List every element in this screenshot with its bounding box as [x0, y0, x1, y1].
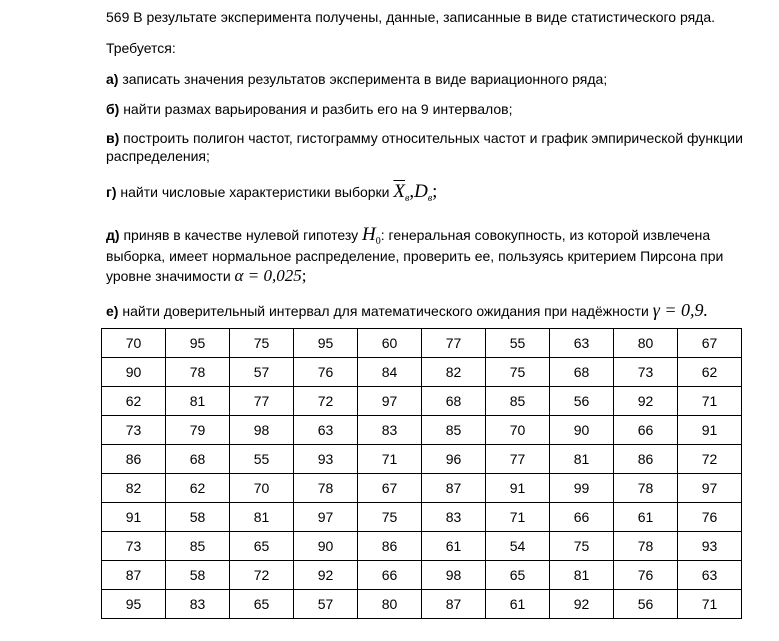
table-cell: 97 — [678, 474, 742, 503]
task-a-text: записать значения результатов эксперимента в виде вариационного ряда; — [122, 71, 608, 87]
table-cell: 76 — [678, 503, 742, 532]
table-cell: 76 — [614, 561, 678, 590]
table-cell: 70 — [486, 416, 550, 445]
table-cell: 87 — [102, 561, 166, 590]
table-row — [102, 387, 742, 416]
task-g-text: найти числовые характеристики выборки — [120, 184, 390, 200]
alpha-semicolon: ; — [301, 266, 307, 285]
table-cell: 72 — [294, 387, 358, 416]
table-cell: 75 — [358, 503, 422, 532]
variance-subscript: в — [427, 193, 433, 204]
task-d-text-3: выборка, имеет нормальное распределение, проверить ее, пользуясь критерием Пирсона при — [106, 248, 724, 264]
table-cell: 75 — [486, 358, 550, 387]
table-cell: 63 — [678, 561, 742, 590]
table-cell: 68 — [550, 358, 614, 387]
table-cell: 55 — [230, 445, 294, 474]
table-cell: 66 — [358, 561, 422, 590]
required-heading: Требуется: — [106, 40, 176, 56]
table-cell: 92 — [294, 561, 358, 590]
table-row — [102, 358, 742, 387]
gamma-formula: γ = 0,9. — [652, 300, 708, 320]
table-cell: 65 — [230, 532, 294, 561]
table-cell: 83 — [166, 590, 230, 619]
table-cell: 78 — [614, 474, 678, 503]
table-cell: 93 — [294, 445, 358, 474]
table-cell: 96 — [422, 445, 486, 474]
task-d-text-1: приняв в качестве нулевой гипотезу — [123, 227, 359, 243]
table-cell: 56 — [614, 590, 678, 619]
table-cell: 95 — [294, 329, 358, 358]
table-cell: 70 — [102, 329, 166, 358]
table-cell: 92 — [614, 387, 678, 416]
table-cell: 63 — [550, 329, 614, 358]
formula-semicolon: ; — [432, 181, 438, 202]
task-d-label: д) — [106, 227, 120, 243]
variance-symbol: D — [414, 181, 428, 202]
table-cell: 58 — [166, 503, 230, 532]
table-cell: 70 — [230, 474, 294, 503]
table-cell: 67 — [678, 329, 742, 358]
table-cell: 75 — [230, 329, 294, 358]
table-cell: 83 — [422, 503, 486, 532]
table-cell: 77 — [486, 445, 550, 474]
table-cell: 85 — [422, 416, 486, 445]
table-cell: 72 — [678, 445, 742, 474]
table-cell: 98 — [230, 416, 294, 445]
mean-symbol: $\overline{X}$ — [393, 181, 405, 202]
task-d-text-4: уровне значимости — [106, 268, 231, 284]
table-cell: 97 — [358, 387, 422, 416]
table-cell: 78 — [614, 532, 678, 561]
table-cell: 99 — [550, 474, 614, 503]
table-row — [102, 590, 742, 619]
table-cell: 85 — [486, 387, 550, 416]
table-cell: 93 — [678, 532, 742, 561]
table-row — [102, 416, 742, 445]
table-cell: 90 — [294, 532, 358, 561]
formula-comma: , — [409, 181, 415, 202]
table-cell: 73 — [102, 532, 166, 561]
table-row — [102, 561, 742, 590]
table-cell: 55 — [486, 329, 550, 358]
task-a-label: а) — [106, 71, 119, 87]
table-cell: 56 — [550, 387, 614, 416]
table-cell: 78 — [166, 358, 230, 387]
task-v-label: в) — [106, 130, 120, 146]
table-cell: 86 — [614, 445, 678, 474]
table-cell: 83 — [358, 416, 422, 445]
table-cell: 73 — [614, 358, 678, 387]
task-e-text: найти доверительный интервал для математического ожидания при надёжности — [122, 303, 649, 319]
task-b — [106, 101, 512, 118]
task-e-label: е) — [106, 303, 119, 319]
table-cell: 57 — [294, 590, 358, 619]
data-table-body — [102, 329, 742, 619]
table-row — [102, 445, 742, 474]
table-cell: 71 — [678, 387, 742, 416]
task-b-label: б) — [106, 101, 120, 117]
table-cell: 62 — [166, 474, 230, 503]
task-g — [106, 180, 437, 211]
table-row — [102, 329, 742, 358]
table-cell: 68 — [166, 445, 230, 474]
task-e — [106, 298, 708, 323]
table-row — [102, 474, 742, 503]
table-cell: 90 — [550, 416, 614, 445]
task-d-line-4 — [106, 266, 306, 286]
table-cell: 91 — [102, 503, 166, 532]
table-cell: 92 — [550, 590, 614, 619]
table-cell: 65 — [230, 590, 294, 619]
table-row — [102, 532, 742, 561]
table-cell: 61 — [486, 590, 550, 619]
table-cell: 91 — [486, 474, 550, 503]
null-hypothesis-symbol — [362, 224, 381, 245]
task-g-label: г) — [106, 184, 117, 200]
table-cell: 63 — [294, 416, 358, 445]
table-cell: 77 — [230, 387, 294, 416]
table-cell: 91 — [678, 416, 742, 445]
table-cell: 80 — [358, 590, 422, 619]
table-cell: 75 — [550, 532, 614, 561]
mean-subscript: в — [405, 193, 410, 204]
table-row — [102, 503, 742, 532]
table-cell: 97 — [294, 503, 358, 532]
table-cell: 85 — [166, 532, 230, 561]
sample-mean-formula — [393, 181, 437, 202]
table-cell: 71 — [358, 445, 422, 474]
table-cell: 66 — [614, 416, 678, 445]
table-cell: 54 — [486, 532, 550, 561]
table-cell: 98 — [422, 561, 486, 590]
table-cell: 84 — [358, 358, 422, 387]
table-cell: 72 — [230, 561, 294, 590]
problem-intro: 569 В результате эксперимента получены, данные, записанные в виде статистического ряда. — [106, 9, 716, 25]
table-cell: 90 — [102, 358, 166, 387]
table-cell: 80 — [614, 329, 678, 358]
table-cell: 73 — [102, 416, 166, 445]
task-v-text-1: построить полигон частот, гистограмму относительных частот и график эмпирической функции — [123, 130, 743, 146]
table-cell: 79 — [166, 416, 230, 445]
task-b-text: найти размах варьирования и разбить его на 9 интервалов; — [123, 101, 513, 117]
table-cell: 76 — [294, 358, 358, 387]
table-cell: 57 — [230, 358, 294, 387]
table-cell: 82 — [102, 474, 166, 503]
table-cell: 66 — [550, 503, 614, 532]
table-cell: 87 — [422, 474, 486, 503]
task-v-text-2: распределения; — [106, 148, 210, 164]
table-cell: 71 — [678, 590, 742, 619]
table-cell: 78 — [294, 474, 358, 503]
table-cell: 67 — [358, 474, 422, 503]
table-cell: 62 — [678, 358, 742, 387]
table-cell: 81 — [166, 387, 230, 416]
data-table — [101, 328, 742, 619]
h-subscript: 0 — [375, 236, 381, 247]
table-cell: 60 — [358, 329, 422, 358]
table-cell: 82 — [422, 358, 486, 387]
alpha-formula: α = 0,025 — [234, 266, 302, 285]
table-cell: 71 — [486, 503, 550, 532]
table-cell: 81 — [550, 445, 614, 474]
table-cell: 86 — [102, 445, 166, 474]
table-cell: 65 — [486, 561, 550, 590]
table-cell: 81 — [550, 561, 614, 590]
table-cell: 62 — [102, 387, 166, 416]
task-d-text-2: : генеральная совокупность, из которой извлечена — [380, 227, 711, 243]
table-cell: 61 — [422, 532, 486, 561]
task-v — [106, 130, 743, 147]
task-a — [106, 71, 607, 88]
h-symbol: H — [362, 224, 376, 245]
table-cell: 58 — [166, 561, 230, 590]
table-cell: 95 — [166, 329, 230, 358]
table-cell: 77 — [422, 329, 486, 358]
table-cell: 86 — [358, 532, 422, 561]
table-cell: 95 — [102, 590, 166, 619]
table-cell: 81 — [230, 503, 294, 532]
table-cell: 61 — [614, 503, 678, 532]
table-cell: 68 — [422, 387, 486, 416]
table-cell: 87 — [422, 590, 486, 619]
